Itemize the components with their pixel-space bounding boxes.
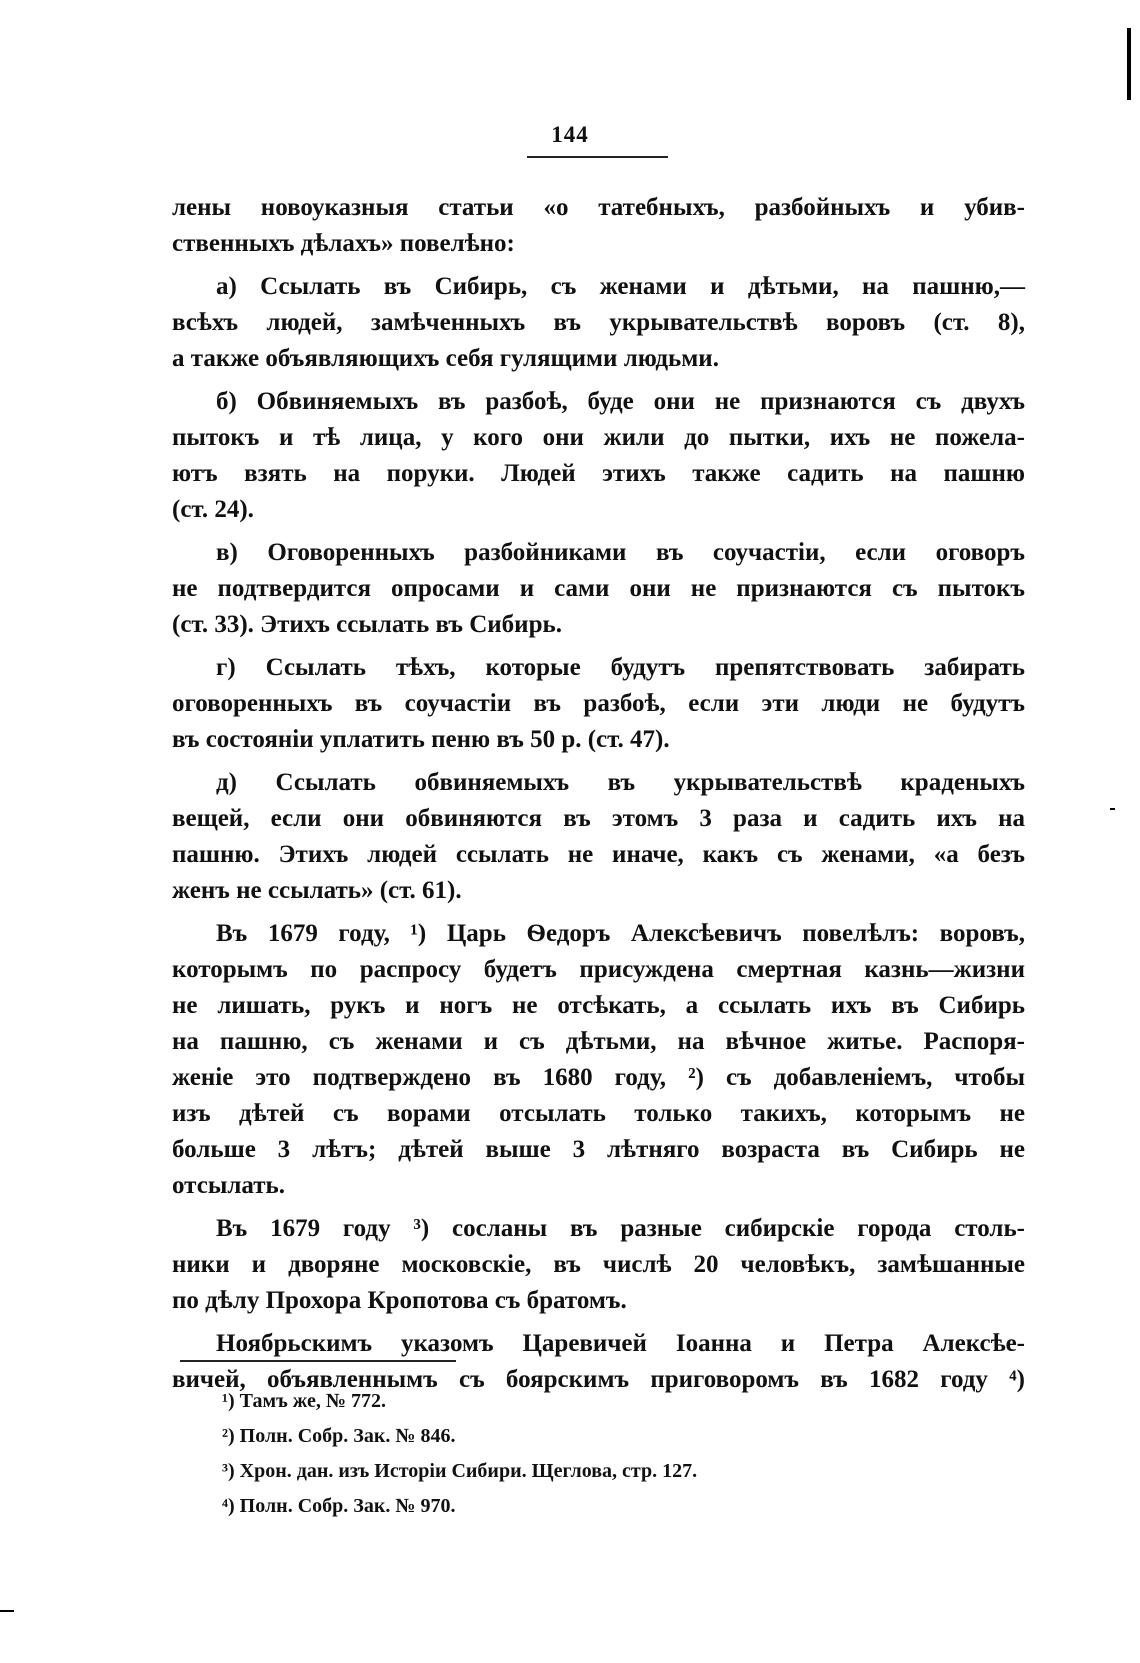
footnote: ³) Хрон. дан. изъ Исторіи Сибири. Щеглова, стр. 127. — [222, 1460, 698, 1482]
text-line: всѣхъ людей, замѣченныхъ въ укрывательствѣ воровъ (ст. 8), — [172, 309, 1025, 336]
paragraph-gap — [172, 643, 1025, 650]
text-line: ютъ взять на поруки. Людей этихъ также садить на пашню — [172, 460, 1025, 487]
footnote: ²) Полн. Собр. Зак. № 846. — [222, 1425, 456, 1447]
scan-edge-mark — [0, 1610, 14, 1612]
paragraph-gap — [172, 758, 1025, 765]
text-line: женъ не ссылать» (ст. 61). — [172, 877, 462, 904]
text-line: д) Ссылать обвиняемыхъ въ укрывательствѣ краденыхъ — [216, 769, 1025, 796]
text-line: на пашню, съ женами и съ дѣтьми, на вѣчное житье. Распоря- — [172, 1028, 1025, 1055]
text-line: отсылать. — [172, 1172, 286, 1199]
text-line: больше 3 лѣтъ; дѣтей выше 3 лѣтняго возраста въ Сибирь не — [172, 1136, 1025, 1163]
text-line: Въ 1679 году, ¹) Царь Ѳедоръ Алексѣевичъ повелѣлъ: воровъ, — [216, 920, 1025, 947]
text-line: по дѣлу Прохора Кропотова съ братомъ. — [172, 1287, 627, 1314]
paragraph-gap — [172, 1319, 1025, 1326]
body-text — [172, 190, 1025, 1398]
text-line: ственныхъ дѣлахъ» повелѣно: — [172, 230, 515, 257]
text-line: пашню. Этихъ людей ссылать не иначе, какъ съ женами, «а безъ — [172, 841, 1025, 868]
text-line: вещей, если они обвиняются въ этомъ 3 раза и садить ихъ на — [172, 805, 1025, 832]
text-line: не подтвердится опросами и сами они не признаются съ пытокъ — [172, 575, 1025, 602]
text-line: (ст. 33). Этихъ ссылать въ Сибирь. — [172, 611, 562, 638]
paragraph-gap — [172, 1204, 1025, 1211]
text-line: а) Ссылать въ Сибирь, съ женами и дѣтьми, на пашню,— — [216, 273, 1025, 300]
text-line: ники и дворяне московскіе, въ числѣ 20 человѣкъ, замѣшанные — [172, 1251, 1025, 1278]
text-line: изъ дѣтей съ ворами отсылать только такихъ, которымъ не — [172, 1100, 1025, 1127]
text-line: вичей, объявленнымъ съ боярскимъ приговоромъ въ 1682 году ⁴) — [172, 1366, 1025, 1393]
text-line: б) Обвиняемыхъ въ разбоѣ, буде они не признаются съ двухъ — [216, 388, 1025, 415]
paragraph-gap — [172, 377, 1025, 384]
text-line: не лишать, рукъ и ногъ не отсѣкать, а ссылать ихъ въ Сибирь — [172, 992, 1025, 1019]
text-line: а также объявляющихъ себя гулящими людьми. — [172, 345, 719, 372]
text-line: в) Оговоренныхъ разбойниками въ соучастіи, если оговоръ — [216, 539, 1025, 566]
scan-edge-mark — [1127, 28, 1131, 100]
paragraph-gap — [172, 909, 1025, 916]
page-number: 144 — [551, 122, 589, 147]
text-line: оговоренныхъ въ соучастіи въ разбоѣ, если эти люди не будутъ — [172, 690, 1025, 717]
text-line: женіе это подтверждено въ 1680 году, ²) съ добавленіемъ, чтобы — [172, 1064, 1025, 1091]
scan-edge-mark — [1110, 808, 1115, 810]
text-line: (ст. 24). — [172, 496, 254, 523]
footnote: ¹) Тамъ же, № 772. — [222, 1390, 386, 1412]
page-number-rule — [527, 156, 668, 158]
footnotes — [222, 1384, 697, 1524]
footnote: ⁴) Полн. Собр. Зак. № 970. — [222, 1495, 456, 1517]
text-line: г) Ссылать тѣхъ, которые будутъ препятствовать забирать — [216, 654, 1025, 681]
paragraph-gap — [172, 528, 1025, 535]
footnote-rule — [180, 1360, 456, 1362]
text-line: пытокъ и тѣ лица, у кого они жили до пытки, ихъ не пожела- — [172, 424, 1025, 451]
text-line: Ноябрьскимъ указомъ Царевичей Іоанна и Петра Алексѣе- — [216, 1330, 1025, 1357]
text-line: которымъ по распросу будетъ присуждена смертная казнь—жизни — [172, 956, 1025, 983]
text-line: Въ 1679 году ³) сосланы въ разные сибирскіе города столь- — [216, 1215, 1025, 1242]
text-line: въ состояніи уплатить пеню въ 50 р. (ст. 47). — [172, 726, 670, 753]
text-line: лены новоуказныя статьи «о татебныхъ, разбойныхъ и убив- — [172, 194, 1025, 221]
paragraph-gap — [172, 262, 1025, 269]
